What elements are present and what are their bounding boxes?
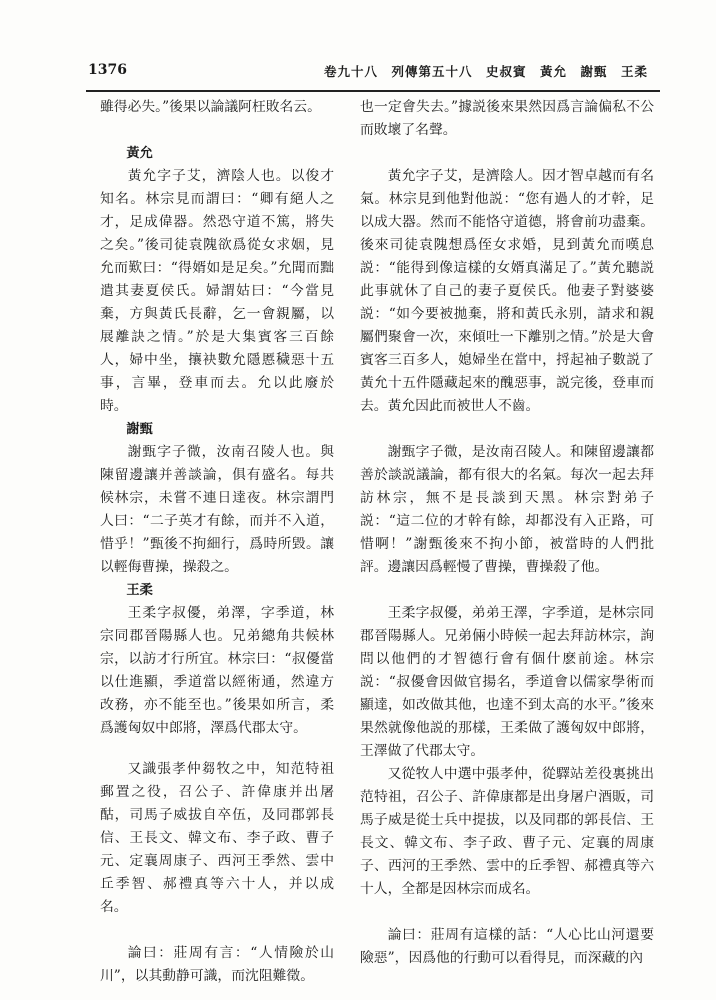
translation-paragraph-wang-rou: 王柔字叔優，弟弟王澤，字季道，是林宗同郡晉陽縣人。兄弟倆小時候一起去拜訪林宗，詢問以他們的才智德行會有個什麽前途。林宗説：“叔優會因做官揚名，季道會以儒家學術而顯達，如改做其他，也達不到太高的水平。”後來果然就像他説的那樣，王柔做了護匈奴中郎將，王澤做了代郡太守。 — [360, 605, 654, 759]
page-number: 1376 — [88, 62, 127, 78]
translation-paragraph-continued: 也一定會失去。”據説後來果然因爲言論偏私不公而敗壞了名聲。 — [360, 99, 654, 138]
running-head: 卷九十八 列傳第五十八 史叔賓 黃允 謝甄 王柔 — [323, 64, 648, 79]
original-paragraph-xie-zhen: 謝甄字子微，汝南召陵人也。與陳留邊讓并善談論，俱有盛名。每共候林宗，未嘗不連日達夜。林宗謂門人曰：“二子英才有餘，而并不入道，惜乎！”甄後不拘細行，爲時所毀。讓以輕侮曹操，操殺之。 — [100, 444, 334, 575]
header-rule — [86, 90, 660, 92]
original-paragraph-lun: 論曰：莊周有言：“人情險於山川”，以其動静可識，而沈阻難徵。 — [100, 945, 334, 984]
spacer — [360, 142, 654, 165]
spacer — [360, 579, 654, 602]
translation-paragraph-huang-yun: 黃允字子艾，是濟陰人。因才智卓越而有名氣。林宗見到他對他説：“您有過人的才幹，足以成大器。然而不能恪守道德，將會前功盡棄。後來司徒袁隗想爲侄女求婚，見到黃允而嘆息説：“能得到像這樣的女婿真滿足了。”黃允聽説此事就休了自己的妻子夏侯氏。他妻子對婆婆説：“如今要被拋棄，將和黃氏永别，請求和親屬們聚會一次，來傾吐一下離别之情。”於是大會賓客三百多人，媳婦坐在當中，捋起袖子數説了黃允十五件隱藏起來的醜惡事，説完後，登車而去。黃允因此而被世人不齒。 — [360, 168, 654, 414]
spacer — [360, 418, 654, 441]
original-paragraph-continued: 雖得必失。”後果以論議阿枉敗名云。 — [100, 99, 321, 115]
original-heading-xie-zhen: 謝甄 — [126, 422, 153, 437]
spacer — [360, 901, 654, 924]
translation-text-column — [360, 96, 654, 970]
original-paragraph-huang-yun: 黃允字子艾，濟陰人也。以俊才知名。林宗見而謂曰：“卿有絕人之才，足成偉器。然恐守道不篤，將失之矣。”後司徒袁隗欲爲從女求姻，見允而歎曰：“得婿如是足矣。”允聞而黜遣其妻夏侯氏。婦謂姑曰：“今當見棄，方與黃氏長辭，乞一會親屬，以展離訣之情。”於是大集賓客三百餘人，婦中坐，攘袂數允隱慝穢惡十五事，言畢，登車而去。允以此廢於時。 — [100, 168, 334, 414]
original-heading-huang-yun: 黃允 — [126, 146, 153, 161]
translation-paragraph-xie-zhen: 謝甄字子微，是汝南召陵人。和陳留邊讓都善於談説議論，都有很大的名氣。每次一起去拜訪林宗，無不是長談到天黑。林宗對弟子説：“這二位的才幹有餘，却都没有入正路，可惜啊！”謝甄後來不拘小節，被當時的人們批評。邊讓因爲輕慢了曹操，曹操殺了他。 — [360, 444, 654, 575]
spacer — [100, 740, 334, 758]
original-heading-wang-rou: 王柔 — [126, 583, 153, 598]
spacer — [100, 119, 334, 142]
original-paragraph-wang-rou: 王柔字叔優，弟澤，字季道，林宗同郡晉陽縣人也。兄弟總角共候林宗，以訪才行所宜。林宗曰：“叔優當以仕進顯，季道當以經術通，然違方改務，亦不能至也。”後果如所言，柔爲護匈奴中郎將，澤爲代郡太守。 — [100, 605, 334, 736]
original-paragraph-others: 又識張孝仲芻牧之中，知范特祖郵置之役，召公子、許偉康并出屠酤，司馬子威拔自卒伍，及同郡郭長信、王長文、韓文布、李子政、曹子元、定襄周康子、西河王季然、雲中丘季智、郝禮真等六十人，并以成名。 — [100, 761, 334, 915]
original-text-column — [100, 96, 334, 988]
page-header — [88, 60, 648, 84]
spacer — [100, 919, 334, 942]
translation-paragraph-others: 又從牧人中選中張孝仲，從驛站差役裏挑出范特祖，召公子、許偉康都是出身屠户酒販，司馬子威是從士兵中提拔，以及同郡的郭長信、王長文、韓文布、李子政、曹子元、定襄的周康子、西河的王季然、雲中的丘季智、郝禮真等六十人，全都是因林宗而成名。 — [360, 766, 654, 897]
translation-paragraph-lun: 論曰：莊周有這樣的話：“人心比山河還要險惡”，因爲他的行動可以看得見，而深藏的內 — [360, 927, 654, 966]
